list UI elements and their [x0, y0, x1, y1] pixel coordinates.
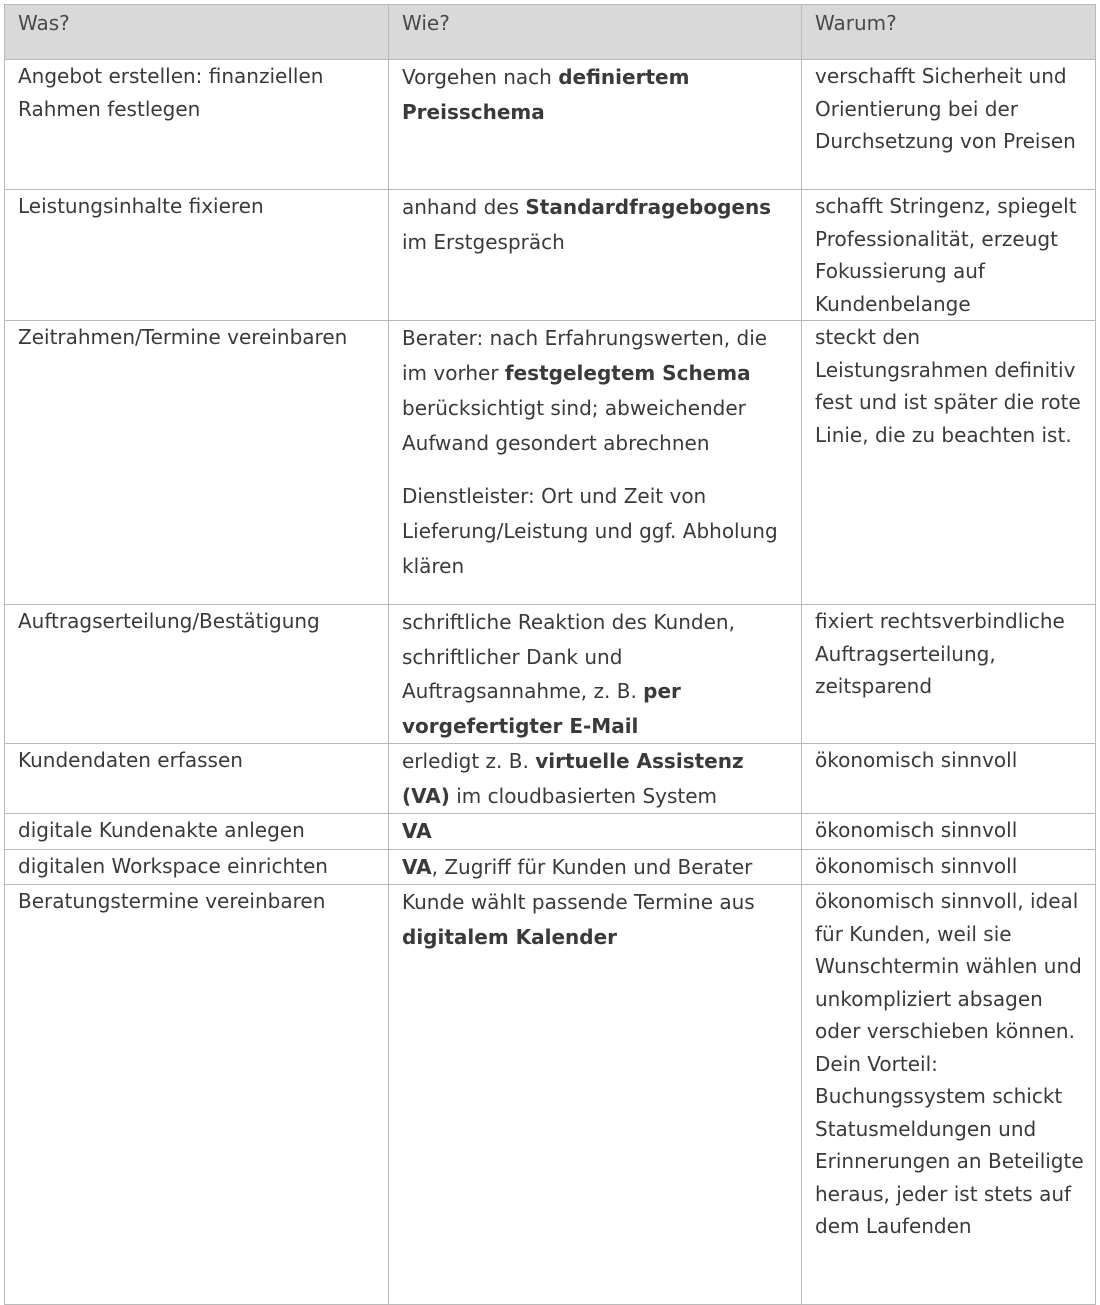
bold-emphasis: virtuelle Assistenz (VA) — [402, 749, 744, 808]
cell-warum: steckt den Leistungsrahmen definitiv fest und ist später die rote Linie, die zu beachten ist. — [802, 321, 1096, 605]
bold-emphasis: VA — [402, 854, 432, 879]
table-row — [5, 814, 1096, 850]
cell-was: Beratungstermine vereinbaren — [5, 885, 389, 1305]
cell-paragraph: VA, Zugriff für Kunden und Berater — [402, 854, 753, 879]
cell-paragraph: Vorgehen nach definiertem Preisschema — [402, 65, 690, 124]
bold-emphasis: per vorgefertigter E-Mail — [402, 679, 681, 738]
bold-emphasis: Standardfragebogens — [525, 195, 772, 219]
cell-wie — [389, 321, 802, 605]
cell-wie — [389, 744, 802, 814]
cell-paragraph — [402, 814, 793, 849]
header-wie: Wie? — [389, 5, 802, 60]
cell-paragraph: anhand des Standardfragebogens im Erstgespräch — [402, 195, 772, 254]
cell-wie — [389, 849, 802, 885]
cell-was: Zeitrahmen/Termine vereinbaren — [5, 321, 389, 605]
table-header-row — [5, 5, 1096, 60]
cell-was: digitalen Workspace einrichten — [5, 849, 389, 885]
header-was: Was? — [5, 5, 389, 60]
cell-was: Leistungsinhalte fixieren — [5, 190, 389, 321]
cell-wie — [389, 60, 802, 190]
cell-warum: verschafft Sicherheit und Orientierung bei der Durchsetzung von Preisen — [802, 60, 1096, 190]
cell-paragraph: schriftliche Reaktion des Kunden, schriftlicher Dank und Auftragsannahme, z. B. per vorgefertigter E-Mail — [402, 610, 735, 738]
cell-was: Auftragserteilung/Bestätigung — [5, 605, 389, 744]
bold-emphasis: VA — [402, 819, 432, 843]
cell-warum: ökonomisch sinnvoll — [802, 849, 1096, 885]
bold-emphasis: festgelegtem Schema — [504, 361, 751, 385]
table-row — [5, 605, 1096, 744]
cell-was: Kundendaten erfassen — [5, 744, 389, 814]
table-row — [5, 744, 1096, 814]
cell-warum: ökonomisch sinnvoll — [802, 814, 1096, 850]
cell-paragraph: Berater: nach Erfahrungswerten, die im vorher festgelegtem Schema berücksichtigt sind; abweichender Aufwand gesondert abrechnen — [402, 326, 768, 455]
table-body — [5, 60, 1096, 1305]
cell-warum: ökonomisch sinnvoll — [802, 744, 1096, 814]
cell-warum: ökonomisch sinnvoll, ideal für Kunden, weil sie Wunschtermin wählen und unkompliziert absagen oder verschieben können. Dein Vorteil: Buchungssystem schickt Statusmeldungen und Erinnerungen an Beteiligte heraus, jeder ist stets auf dem Laufenden — [802, 885, 1096, 1305]
process-table — [4, 4, 1096, 1305]
cell-wie — [389, 605, 802, 744]
cell-paragraph: erledigt z. B. virtuelle Assistenz (VA) im cloudbasierten System — [402, 749, 744, 808]
cell-was: Angebot erstellen: finanziellen Rahmen festlegen — [5, 60, 389, 190]
cell-paragraph: Dienstleister: Ort und Zeit von Lieferung/Leistung und ggf. Abholung klären — [402, 484, 778, 578]
cell-wie — [389, 885, 802, 1305]
cell-was: digitale Kundenakte anlegen — [5, 814, 389, 850]
cell-paragraph: Kunde wählt passende Termine aus digitalem Kalender — [402, 890, 755, 949]
table-row — [5, 885, 1096, 1305]
cell-warum: schafft Stringenz, spiegelt Professionalität, erzeugt Fokussierung auf Kundenbelange — [802, 190, 1096, 321]
table-row — [5, 60, 1096, 190]
cell-wie — [389, 814, 802, 850]
table-row — [5, 190, 1096, 321]
header-warum: Warum? — [802, 5, 1096, 60]
bold-emphasis: definiertem Preisschema — [402, 65, 690, 124]
bold-emphasis: digitalem Kalender — [402, 924, 618, 949]
cell-wie — [389, 190, 802, 321]
cell-warum: fixiert rechtsverbindliche Auftragserteilung, zeitsparend — [802, 605, 1096, 744]
table-row — [5, 321, 1096, 605]
table-row — [5, 849, 1096, 885]
